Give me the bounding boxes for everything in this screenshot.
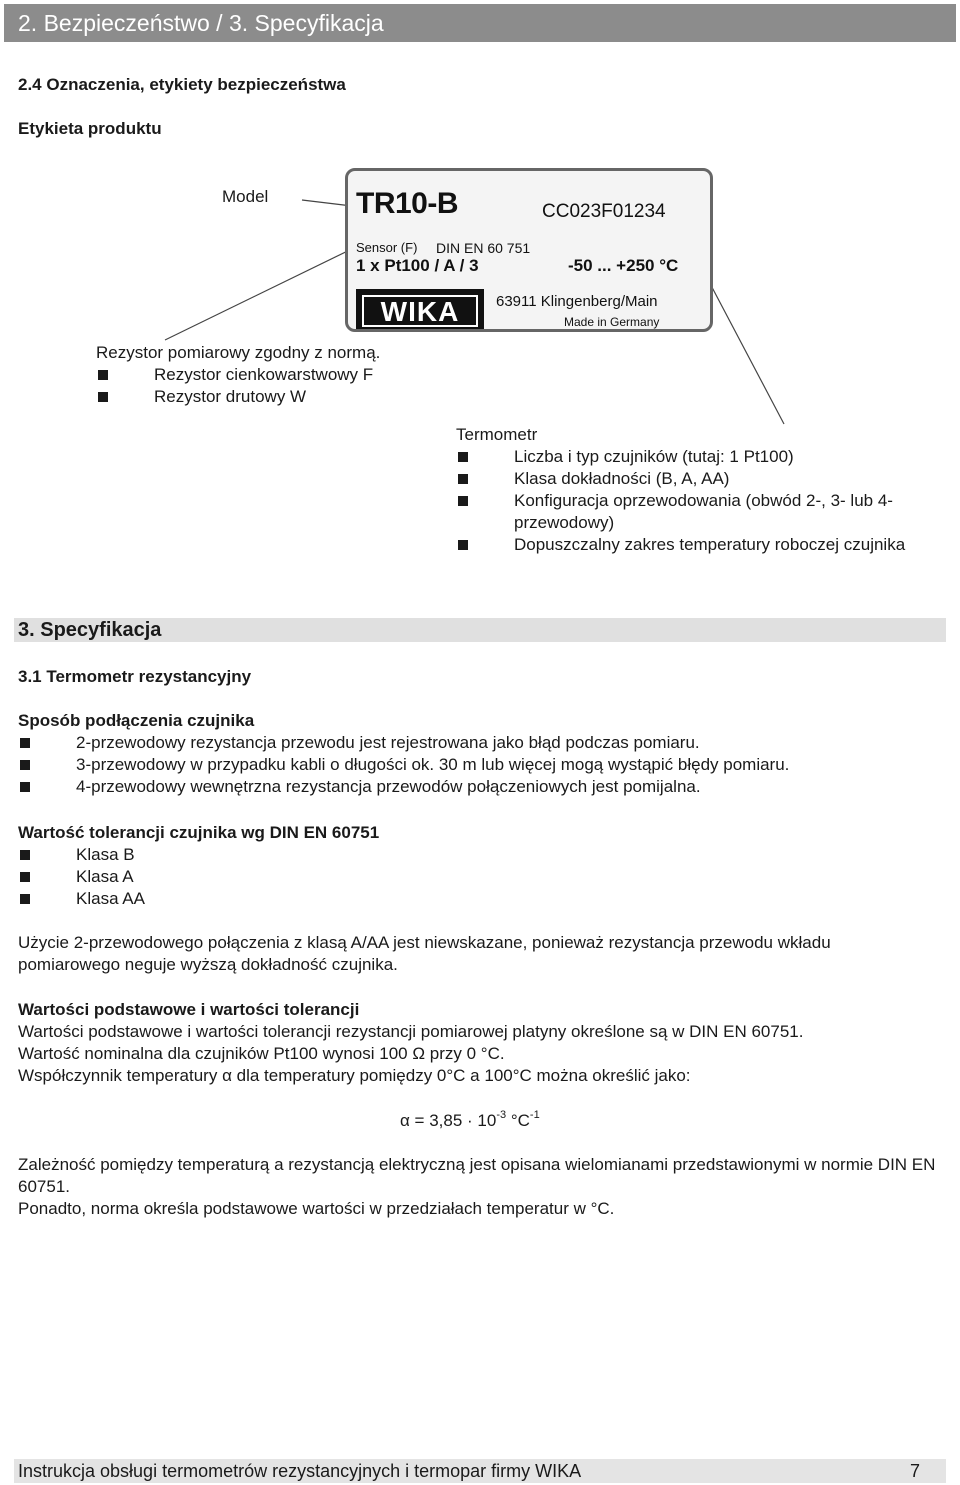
- list-item: Klasa A: [18, 866, 938, 888]
- connection-block: [18, 710, 938, 798]
- list-item: Rezystor drutowy W: [96, 386, 496, 408]
- section-2-4-title: 2.4 Oznaczenia, etykiety bezpieczeństwa: [18, 75, 346, 94]
- label-sensor-spec: 1 x Pt100 / A / 3: [356, 256, 479, 275]
- square-bullet-icon: [20, 782, 30, 792]
- footer-text: Instrukcja obsługi termometrów rezystancyjnych i termopar firmy WIKA: [18, 1461, 582, 1481]
- label-serial: CC023F01234: [542, 201, 666, 222]
- callout-line-sensor: [165, 244, 362, 340]
- list-item: Dopuszczalny zakres temperatury roboczej czujnika: [456, 534, 936, 556]
- square-bullet-icon: [20, 872, 30, 882]
- list-item: Konfiguracja oprzewodowania (obwód 2-, 3- lub 4-przewodowy): [456, 490, 936, 534]
- square-bullet-icon: [20, 760, 30, 770]
- list-item: Liczba i typ czujników (tutaj: 1 Pt100): [456, 446, 936, 468]
- square-bullet-icon: [20, 894, 30, 904]
- base-values-title: Wartości podstawowe i wartości tolerancji: [18, 1000, 360, 1019]
- relation-paragraph-2: Ponadto, norma określa podstawowe wartości w przedziałach temperatur w °C.: [18, 1199, 615, 1218]
- resistor-list: [96, 364, 496, 408]
- page-number: 7: [909, 1461, 920, 1481]
- square-bullet-icon: [98, 370, 108, 380]
- base-values-line-1: Wartości podstawowe i wartości tolerancji rezystancji pomiarowej platyny określone są w DIN EN 60751.: [18, 1022, 804, 1041]
- base-values-line-3: Współczynnik temperatury α dla temperatury pomiędzy 0°C a 100°C można określić jako:: [18, 1066, 691, 1085]
- thermometer-legend: [456, 424, 936, 556]
- resistor-legend-title: Rezystor pomiarowy zgodny z normą.: [96, 343, 381, 362]
- list-item: 4-przewodowy wewnętrzna rezystancja przewodów połączeniowych jest pomijalna.: [18, 776, 938, 798]
- product-label-subtitle: Etykieta produktu: [18, 119, 162, 138]
- square-bullet-icon: [458, 474, 468, 484]
- label-standard: DIN EN 60 751: [436, 240, 531, 256]
- list-item: 3-przewodowy w przypadku kabli o długości ok. 30 m lub więcej mogą wystąpić błędy pomiaru.: [18, 754, 938, 776]
- square-bullet-icon: [458, 452, 468, 462]
- wika-logo: [356, 289, 484, 329]
- label-range: -50 ... +250 °C: [568, 256, 679, 275]
- section-3-1-title: 3.1 Termometr rezystancyjny: [18, 667, 252, 686]
- list-item: 2-przewodowy rezystancja przewodu jest rejestrowana jako błąd podczas pomiaru.: [18, 732, 938, 754]
- base-values-line-2: Wartość nominalna dla czujników Pt100 wynosi 100 Ω przy 0 °C.: [18, 1044, 505, 1063]
- list-item: Klasa B: [18, 844, 938, 866]
- page-footer: [14, 1459, 946, 1483]
- thermometer-legend-title: Termometr: [456, 425, 538, 444]
- product-label-card: [345, 168, 713, 332]
- square-bullet-icon: [98, 392, 108, 402]
- base-values-block: [18, 999, 938, 1087]
- section-3-title: 3. Specyfikacja: [18, 619, 162, 641]
- label-address: 63911 Klingenberg/Main: [496, 293, 658, 310]
- list-item: Klasa dokładności (B, A, AA): [456, 468, 936, 490]
- relation-block: [18, 1154, 938, 1220]
- resistor-legend: [96, 342, 496, 408]
- two-wire-note: Użycie 2-przewodowego połączenia z klasą A/AA jest niewskazane, ponieważ rezystancja przewodu wkładu pomiarowego neguje wyższą dokładność czujnika.: [18, 933, 831, 974]
- connection-list: [18, 732, 938, 798]
- square-bullet-icon: [458, 540, 468, 550]
- square-bullet-icon: [458, 496, 468, 506]
- relation-paragraph-1: Zależność pomiędzy temperaturą a rezystancją elektryczną jest opisana wielomianami przedstawionymi w normie DIN EN 60751.: [18, 1155, 936, 1196]
- label-sensor: Sensor (F): [356, 240, 418, 255]
- label-model: TR10-B: [356, 187, 459, 220]
- chapter-title: 2. Bezpieczeństwo / 3. Specyfikacja: [18, 10, 384, 36]
- tolerance-title: Wartość tolerancji czujnika wg DIN EN 60751: [18, 823, 380, 842]
- list-item: Klasa AA: [18, 888, 938, 910]
- square-bullet-icon: [20, 738, 30, 748]
- alpha-formula: $\alpha = 3,85 \cdot 10^{-3}$ $^\circ C^{-1}$: [400, 1109, 540, 1130]
- thermometer-list: [456, 446, 936, 556]
- callout-model-label: Model: [222, 187, 269, 206]
- square-bullet-icon: [20, 850, 30, 860]
- list-item: Rezystor cienkowarstwowy F: [96, 364, 496, 386]
- tolerance-block: [18, 822, 938, 910]
- section-3-bar: [14, 618, 946, 642]
- label-made-in: Made in Germany: [564, 315, 660, 329]
- wika-logo-text: WIKA: [362, 295, 478, 327]
- tolerance-list: [18, 844, 938, 910]
- connection-title: Sposób podłączenia czujnika: [18, 711, 255, 730]
